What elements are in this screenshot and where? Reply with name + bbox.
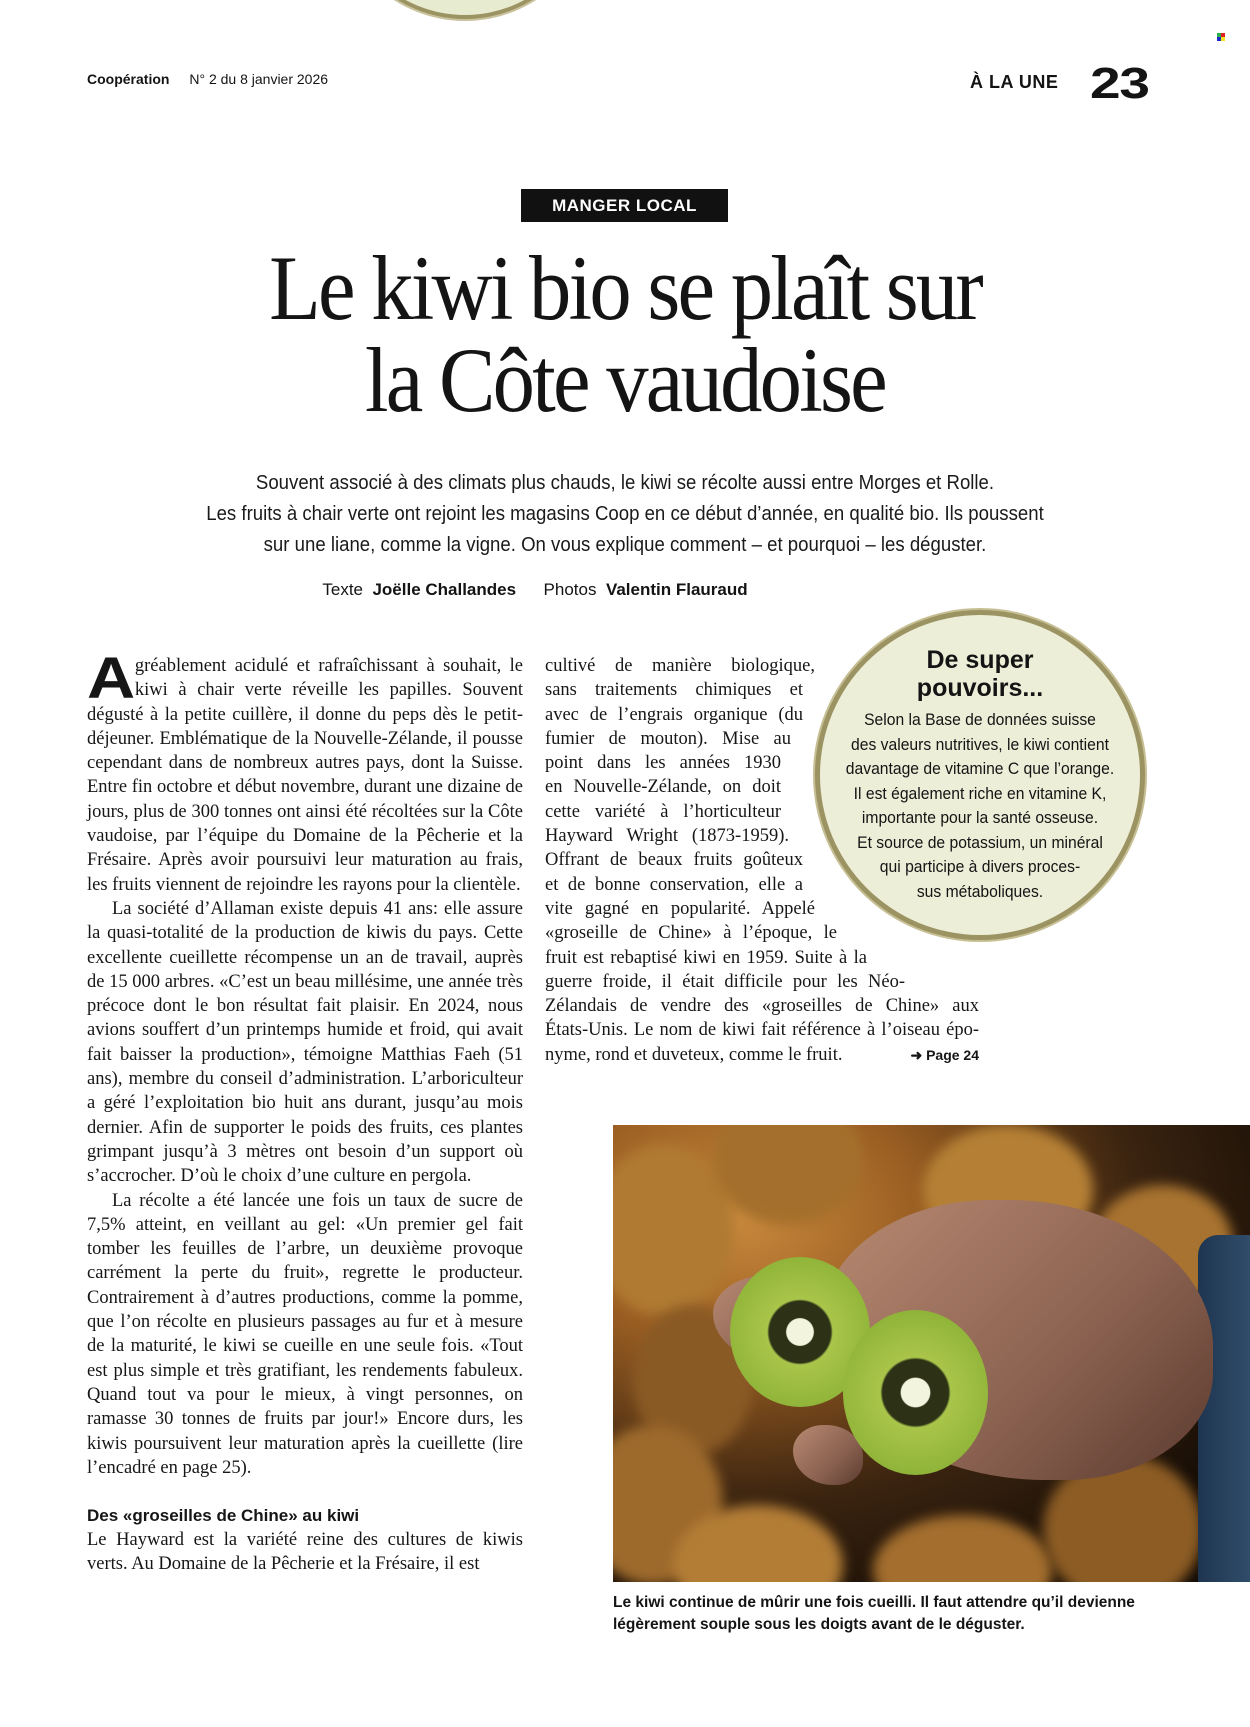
text-line: guerre froide, il était difficile pour les Néo-	[545, 971, 905, 992]
section-label: À LA UNE	[970, 72, 1059, 92]
color-registration-icon	[1217, 33, 1225, 41]
headline-line-2: la Côte vaudoise	[365, 329, 885, 431]
page-number: 23	[1090, 59, 1149, 108]
publication-name: Coopération	[87, 71, 170, 87]
kicker-label: MANGER LOCAL	[521, 189, 728, 222]
headline-line-1: Le kiwi bio se plaît sur	[269, 237, 981, 339]
paragraph-2: La société d’Allaman existe depuis 41 ans: elle assure la quasi-totalité de la production de kiwis du pays. Cette excellente cueillette récompense un an de travail, auprès de 15 000 arbres. «C’est un beau millésime, une année très précoce dont le bon résultat fait plaisir. En 2024, nous avions souffert d’un printemps humide et froid, qui avait fait baisser la production», témoigne Matthias Faeh (51 ans), membre du conseil d’administration. L’arboriculteur a géré l’exploitation bio huit ans durant, jusqu’au mois dernier. Afin de supporter le poids des fruits, ces plantes grimpant jusqu’à 3 mètres ont besoin d’un support où s’accrocher. D’où le choix d’une culture en pergola.	[87, 898, 523, 1187]
text-line: Hayward Wright (1873-1959).	[545, 826, 789, 847]
continued-page-link[interactable]: ➜ Page 24	[910, 1046, 979, 1063]
text-line: cette variété à l’horticulteur	[545, 801, 781, 822]
decorative-circle	[340, 0, 590, 15]
lede-line: Souvent associé à des climats plus chauds, le kiwi se récolte aussi entre Morges et Rolle.	[255, 472, 995, 494]
text-line: vite gagné en popularité. Appelé	[545, 898, 815, 919]
text-line: sans traitements chimiques et	[545, 680, 803, 701]
byline	[0, 580, 1070, 600]
text-line: et de bonne conservation, elle a	[545, 874, 803, 895]
lede-line: Les fruits à chair verte ont rejoint les magasins Coop en ce début d’année, en qualité bio. Ils poussent	[206, 503, 1044, 525]
box-title-line: De super	[926, 646, 1034, 674]
text-line: Offrant de beaux fruits goûteux	[545, 850, 803, 871]
text-line: États-Unis. Le nom de kiwi fait référence à l’oiseau épo-	[545, 1020, 979, 1041]
text-line: «groseille de Chine» à l’époque, le	[545, 923, 837, 944]
box-line: Il est également riche en vitamine K,	[853, 784, 1107, 803]
sidebar-box-title	[820, 646, 1140, 702]
box-line: des valeurs nutritives, le kiwi contient	[851, 735, 1109, 754]
paragraph-4: Le Hayward est la variété reine des cultures de kiwis verts. Au Domaine de la Pêcherie et la Frésaire, il est	[87, 1530, 523, 1575]
paragraph-1: gréablement acidulé et rafraîchissant à souhait, le kiwi à chair verte réveille les papilles. Souvent dégusté à la petite cuillère, il donne du peps dès le petit-déjeuner. Emblématique de la Nouvelle-Zélande, il pousse cependant dans de nombreux autres pays, dont la Suisse. Entre fin octobre et début novembre, durant une dizaine de jours, plus de 300 tonnes ont ainsi été récoltées sur la Côte vaudoise, par l’équipe du Domaine de la Pêcherie et la Frésaire. Après avoir poursuivi leur maturation au frais, les fruits viennent de rejoindre les rayons pour la clientèle.	[87, 656, 523, 895]
issue-date: N° 2 du 8 janvier 2026	[189, 71, 329, 87]
photographer-name: Valentin Flauraud	[605, 580, 748, 599]
sidebar-box	[820, 646, 1140, 904]
lede	[137, 468, 1114, 561]
drop-cap: A	[87, 646, 136, 711]
box-line: davantage de vitamine C que l’orange.	[845, 760, 1115, 778]
text-line: en Nouvelle-Zélande, on doit	[545, 777, 781, 798]
text-line-content: nyme, rond et duveteux, comme le fruit.	[545, 1044, 843, 1065]
text-line: Zélandais de vendre des «groseilles de Chine» aux	[545, 996, 979, 1017]
box-line: qui participe à divers proces-	[879, 858, 1081, 876]
box-line: importante pour la santé osseuse.	[861, 809, 1099, 827]
box-title-line: pouvoirs...	[916, 674, 1044, 702]
byline-text-label: Texte	[322, 580, 363, 599]
author-name: Joëlle Challandes	[372, 580, 517, 599]
headline	[50, 237, 1200, 431]
article-column-1	[87, 646, 523, 1577]
text-line	[545, 1043, 979, 1067]
text-line: fruit est rebaptisé kiwi en 1959. Suite à la	[545, 947, 867, 968]
text-line: cultivé de manière biologique,	[545, 656, 815, 676]
text-line: avec de l’engrais organique (du	[545, 704, 803, 725]
masthead	[87, 71, 328, 87]
lede-line: sur une liane, comme la vigne. On vous explique comment – et pourquoi – les déguster.	[263, 534, 987, 556]
text-line: fumier de mouton). Mise au	[545, 728, 791, 749]
subheading: Des «groseilles de Chine» au kiwi	[87, 1506, 360, 1526]
caption-line: légèrement souple sous les doigts avant de le déguster.	[613, 1616, 1025, 1633]
box-line: Selon la Base de données suisse	[864, 711, 1096, 729]
sidebar-box-text	[828, 708, 1132, 904]
kiwi-hand-photo	[613, 1125, 1250, 1582]
text-line: point dans les années 1930	[545, 753, 781, 774]
byline-photo-label: Photos	[543, 580, 597, 599]
paragraph-3: La récolte a été lancée une fois un taux de sucre de 7,5% atteint, en veillant au gel: «Un premier gel fait tomber les feuilles de l’arbre, un deuxième provoque carrément la perte du fruit», regrette le producteur. Contrairement à d’autres productions, comme la pomme, que l’on récolte en plusieurs passages au fur et à mesure de la maturité, le kiwi se cueille en une seule fois. «Tout est plus simple et très gratifiant, les rendements fabuleux. Quand tout va pour le mieux, à vingt personnes, on ramasse 30 tonnes de fruits par jour!» Encore durs, les kiwis poursuivent leur maturation après la cueillette (lire l’encadré en page 25).	[87, 1190, 523, 1478]
caption-line: Le kiwi continue de mûrir une fois cueilli. Il faut attendre qu’il devienne	[613, 1594, 1135, 1611]
box-line: sus métaboliques.	[916, 882, 1044, 901]
photo-caption	[613, 1592, 1213, 1636]
box-line: Et source de potassium, un minéral	[857, 833, 1103, 852]
